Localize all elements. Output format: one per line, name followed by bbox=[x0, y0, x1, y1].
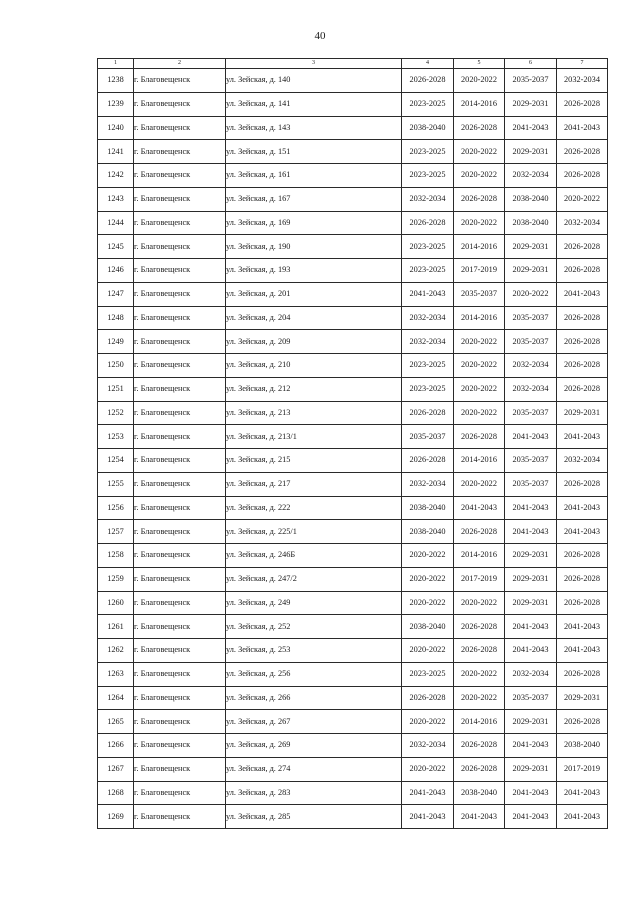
period-cell: 2023-2025 bbox=[402, 377, 454, 401]
period-cell: 2026-2028 bbox=[557, 472, 608, 496]
city-cell: г. Благовещенск bbox=[134, 377, 226, 401]
period-cell: 2032-2034 bbox=[402, 187, 454, 211]
city-cell: г. Благовещенск bbox=[134, 639, 226, 663]
row-number-cell: 1266 bbox=[98, 734, 134, 758]
row-number-cell: 1259 bbox=[98, 567, 134, 591]
period-cell: 2038-2040 bbox=[402, 496, 454, 520]
address-cell: ул. Зейская, д. 213 bbox=[226, 401, 402, 425]
address-cell: ул. Зейская, д. 143 bbox=[226, 116, 402, 140]
row-number-cell: 1252 bbox=[98, 401, 134, 425]
table-row bbox=[98, 401, 608, 425]
address-cell: ул. Зейская, д. 267 bbox=[226, 710, 402, 734]
period-cell: 2026-2028 bbox=[454, 116, 505, 140]
address-cell: ул. Зейская, д. 252 bbox=[226, 615, 402, 639]
page-number: 40 bbox=[314, 30, 326, 42]
period-cell: 2020-2022 bbox=[454, 330, 505, 354]
period-cell: 2020-2022 bbox=[402, 639, 454, 663]
period-cell: 2023-2025 bbox=[402, 235, 454, 259]
period-cell: 2041-2043 bbox=[557, 496, 608, 520]
table-row bbox=[98, 449, 608, 473]
table-row bbox=[98, 306, 608, 330]
housing-register-table bbox=[97, 58, 608, 829]
row-number-cell: 1240 bbox=[98, 116, 134, 140]
period-cell: 2026-2028 bbox=[557, 591, 608, 615]
period-cell: 2017-2019 bbox=[454, 567, 505, 591]
period-cell: 2026-2028 bbox=[454, 187, 505, 211]
period-cell: 2041-2043 bbox=[557, 781, 608, 805]
city-cell: г. Благовещенск bbox=[134, 662, 226, 686]
period-cell: 2032-2034 bbox=[402, 734, 454, 758]
period-cell: 2041-2043 bbox=[505, 639, 557, 663]
period-cell: 2014-2016 bbox=[454, 306, 505, 330]
address-cell: ул. Зейская, д. 285 bbox=[226, 805, 402, 829]
period-cell: 2041-2043 bbox=[557, 805, 608, 829]
period-cell: 2035-2037 bbox=[505, 401, 557, 425]
period-cell: 2026-2028 bbox=[454, 425, 505, 449]
column-header: 6 bbox=[505, 59, 557, 69]
row-number-cell: 1254 bbox=[98, 449, 134, 473]
period-cell: 2026-2028 bbox=[557, 354, 608, 378]
row-number-cell: 1247 bbox=[98, 282, 134, 306]
period-cell: 2029-2031 bbox=[557, 401, 608, 425]
period-cell: 2026-2028 bbox=[557, 567, 608, 591]
period-cell: 2014-2016 bbox=[454, 235, 505, 259]
period-cell: 2020-2022 bbox=[454, 472, 505, 496]
period-cell: 2026-2028 bbox=[557, 544, 608, 568]
period-cell: 2020-2022 bbox=[454, 354, 505, 378]
address-cell: ул. Зейская, д. 140 bbox=[226, 69, 402, 93]
period-cell: 2014-2016 bbox=[454, 92, 505, 116]
table-row bbox=[98, 377, 608, 401]
period-cell: 2035-2037 bbox=[505, 306, 557, 330]
period-cell: 2035-2037 bbox=[505, 449, 557, 473]
period-cell: 2035-2037 bbox=[505, 472, 557, 496]
city-cell: г. Благовещенск bbox=[134, 425, 226, 449]
city-cell: г. Благовещенск bbox=[134, 306, 226, 330]
table-row bbox=[98, 639, 608, 663]
period-cell: 2041-2043 bbox=[454, 496, 505, 520]
table-row bbox=[98, 69, 608, 93]
row-number-cell: 1250 bbox=[98, 354, 134, 378]
period-cell: 2026-2028 bbox=[557, 235, 608, 259]
period-cell: 2041-2043 bbox=[557, 639, 608, 663]
address-cell: ул. Зейская, д. 209 bbox=[226, 330, 402, 354]
address-cell: ул. Зейская, д. 247/2 bbox=[226, 567, 402, 591]
table-row bbox=[98, 757, 608, 781]
period-cell: 2026-2028 bbox=[557, 662, 608, 686]
period-cell: 2026-2028 bbox=[402, 449, 454, 473]
period-cell: 2032-2034 bbox=[557, 449, 608, 473]
period-cell: 2041-2043 bbox=[557, 425, 608, 449]
address-cell: ул. Зейская, д. 269 bbox=[226, 734, 402, 758]
city-cell: г. Благовещенск bbox=[134, 69, 226, 93]
row-number-cell: 1248 bbox=[98, 306, 134, 330]
period-cell: 2026-2028 bbox=[402, 401, 454, 425]
address-cell: ул. Зейская, д. 190 bbox=[226, 235, 402, 259]
table-row bbox=[98, 330, 608, 354]
period-cell: 2023-2025 bbox=[402, 140, 454, 164]
period-cell: 2035-2037 bbox=[402, 425, 454, 449]
period-cell: 2017-2019 bbox=[557, 757, 608, 781]
period-cell: 2026-2028 bbox=[454, 734, 505, 758]
period-cell: 2029-2031 bbox=[505, 567, 557, 591]
period-cell: 2032-2034 bbox=[402, 472, 454, 496]
city-cell: г. Благовещенск bbox=[134, 734, 226, 758]
period-cell: 2032-2034 bbox=[505, 354, 557, 378]
table-row bbox=[98, 615, 608, 639]
table-row bbox=[98, 662, 608, 686]
period-cell: 2023-2025 bbox=[402, 354, 454, 378]
period-cell: 2020-2022 bbox=[454, 591, 505, 615]
table-row bbox=[98, 472, 608, 496]
period-cell: 2020-2022 bbox=[557, 187, 608, 211]
address-cell: ул. Зейская, д. 274 bbox=[226, 757, 402, 781]
period-cell: 2020-2022 bbox=[454, 686, 505, 710]
city-cell: г. Благовещенск bbox=[134, 330, 226, 354]
period-cell: 2026-2028 bbox=[557, 306, 608, 330]
column-header: 3 bbox=[226, 59, 402, 69]
address-cell: ул. Зейская, д. 217 bbox=[226, 472, 402, 496]
city-cell: г. Благовещенск bbox=[134, 116, 226, 140]
period-cell: 2041-2043 bbox=[505, 520, 557, 544]
city-cell: г. Благовещенск bbox=[134, 449, 226, 473]
address-cell: ул. Зейская, д. 151 bbox=[226, 140, 402, 164]
table-row bbox=[98, 259, 608, 283]
address-cell: ул. Зейская, д. 246Б bbox=[226, 544, 402, 568]
period-cell: 2017-2019 bbox=[454, 259, 505, 283]
period-cell: 2026-2028 bbox=[557, 710, 608, 734]
column-header: 5 bbox=[454, 59, 505, 69]
city-cell: г. Благовещенск bbox=[134, 710, 226, 734]
city-cell: г. Благовещенск bbox=[134, 472, 226, 496]
period-cell: 2023-2025 bbox=[402, 259, 454, 283]
address-cell: ул. Зейская, д. 256 bbox=[226, 662, 402, 686]
period-cell: 2026-2028 bbox=[557, 330, 608, 354]
row-number-cell: 1244 bbox=[98, 211, 134, 235]
period-cell: 2032-2034 bbox=[505, 377, 557, 401]
address-cell: ул. Зейская, д. 249 bbox=[226, 591, 402, 615]
period-cell: 2029-2031 bbox=[505, 92, 557, 116]
period-cell: 2032-2034 bbox=[557, 211, 608, 235]
period-cell: 2035-2037 bbox=[454, 282, 505, 306]
city-cell: г. Благовещенск bbox=[134, 187, 226, 211]
table-row bbox=[98, 211, 608, 235]
period-cell: 2026-2028 bbox=[454, 520, 505, 544]
table-row bbox=[98, 282, 608, 306]
period-cell: 2038-2040 bbox=[402, 615, 454, 639]
row-number-cell: 1263 bbox=[98, 662, 134, 686]
period-cell: 2026-2028 bbox=[557, 140, 608, 164]
table-row bbox=[98, 425, 608, 449]
row-number-cell: 1243 bbox=[98, 187, 134, 211]
row-number-cell: 1257 bbox=[98, 520, 134, 544]
table-row bbox=[98, 354, 608, 378]
address-cell: ул. Зейская, д. 212 bbox=[226, 377, 402, 401]
period-cell: 2014-2016 bbox=[454, 710, 505, 734]
row-number-cell: 1260 bbox=[98, 591, 134, 615]
period-cell: 2041-2043 bbox=[505, 734, 557, 758]
column-header: 4 bbox=[402, 59, 454, 69]
address-cell: ул. Зейская, д. 266 bbox=[226, 686, 402, 710]
address-cell: ул. Зейская, д. 222 bbox=[226, 496, 402, 520]
column-header: 2 bbox=[134, 59, 226, 69]
period-cell: 2020-2022 bbox=[402, 544, 454, 568]
table-row bbox=[98, 520, 608, 544]
table-row bbox=[98, 235, 608, 259]
city-cell: г. Благовещенск bbox=[134, 92, 226, 116]
period-cell: 2020-2022 bbox=[454, 69, 505, 93]
city-cell: г. Благовещенск bbox=[134, 567, 226, 591]
period-cell: 2032-2034 bbox=[402, 330, 454, 354]
address-cell: ул. Зейская, д. 161 bbox=[226, 164, 402, 188]
period-cell: 2020-2022 bbox=[402, 591, 454, 615]
city-cell: г. Благовещенск bbox=[134, 781, 226, 805]
city-cell: г. Благовещенск bbox=[134, 757, 226, 781]
row-number-cell: 1268 bbox=[98, 781, 134, 805]
city-cell: г. Благовещенск bbox=[134, 805, 226, 829]
table-row bbox=[98, 567, 608, 591]
period-cell: 2014-2016 bbox=[454, 544, 505, 568]
row-number-cell: 1239 bbox=[98, 92, 134, 116]
city-cell: г. Благовещенск bbox=[134, 496, 226, 520]
period-cell: 2023-2025 bbox=[402, 164, 454, 188]
row-number-cell: 1258 bbox=[98, 544, 134, 568]
period-cell: 2026-2028 bbox=[557, 164, 608, 188]
period-cell: 2041-2043 bbox=[505, 425, 557, 449]
period-cell: 2014-2016 bbox=[454, 449, 505, 473]
table-row bbox=[98, 187, 608, 211]
city-cell: г. Благовещенск bbox=[134, 211, 226, 235]
address-cell: ул. Зейская, д. 253 bbox=[226, 639, 402, 663]
period-cell: 2032-2034 bbox=[402, 306, 454, 330]
period-cell: 2038-2040 bbox=[454, 781, 505, 805]
period-cell: 2041-2043 bbox=[402, 781, 454, 805]
period-cell: 2041-2043 bbox=[454, 805, 505, 829]
period-cell: 2020-2022 bbox=[454, 211, 505, 235]
period-cell: 2026-2028 bbox=[402, 686, 454, 710]
table-body bbox=[98, 69, 608, 829]
address-cell: ул. Зейская, д. 283 bbox=[226, 781, 402, 805]
period-cell: 2041-2043 bbox=[557, 282, 608, 306]
row-number-cell: 1255 bbox=[98, 472, 134, 496]
table-row bbox=[98, 92, 608, 116]
period-cell: 2032-2034 bbox=[505, 164, 557, 188]
address-cell: ул. Зейская, д. 169 bbox=[226, 211, 402, 235]
period-cell: 2029-2031 bbox=[505, 710, 557, 734]
period-cell: 2041-2043 bbox=[557, 615, 608, 639]
table-row bbox=[98, 544, 608, 568]
period-cell: 2041-2043 bbox=[402, 805, 454, 829]
period-cell: 2026-2028 bbox=[454, 615, 505, 639]
address-cell: ул. Зейская, д. 210 bbox=[226, 354, 402, 378]
period-cell: 2020-2022 bbox=[505, 282, 557, 306]
table-row bbox=[98, 805, 608, 829]
row-number-cell: 1249 bbox=[98, 330, 134, 354]
row-number-cell: 1238 bbox=[98, 69, 134, 93]
period-cell: 2023-2025 bbox=[402, 662, 454, 686]
period-cell: 2029-2031 bbox=[505, 140, 557, 164]
column-header: 7 bbox=[557, 59, 608, 69]
period-cell: 2029-2031 bbox=[505, 235, 557, 259]
period-cell: 2020-2022 bbox=[402, 757, 454, 781]
period-cell: 2020-2022 bbox=[454, 662, 505, 686]
period-cell: 2035-2037 bbox=[505, 69, 557, 93]
period-cell: 2035-2037 bbox=[505, 686, 557, 710]
period-cell: 2023-2025 bbox=[402, 92, 454, 116]
period-cell: 2020-2022 bbox=[402, 710, 454, 734]
period-cell: 2026-2028 bbox=[557, 92, 608, 116]
address-cell: ул. Зейская, д. 201 bbox=[226, 282, 402, 306]
city-cell: г. Благовещенск bbox=[134, 282, 226, 306]
period-cell: 2026-2028 bbox=[402, 69, 454, 93]
table-row bbox=[98, 781, 608, 805]
period-cell: 2041-2043 bbox=[505, 496, 557, 520]
row-number-cell: 1267 bbox=[98, 757, 134, 781]
period-cell: 2020-2022 bbox=[454, 377, 505, 401]
period-cell: 2041-2043 bbox=[505, 116, 557, 140]
row-number-cell: 1256 bbox=[98, 496, 134, 520]
period-cell: 2026-2028 bbox=[402, 211, 454, 235]
row-number-cell: 1262 bbox=[98, 639, 134, 663]
period-cell: 2038-2040 bbox=[557, 734, 608, 758]
period-cell: 2026-2028 bbox=[454, 757, 505, 781]
period-cell: 2038-2040 bbox=[402, 116, 454, 140]
table-row bbox=[98, 686, 608, 710]
row-number-cell: 1253 bbox=[98, 425, 134, 449]
city-cell: г. Благовещенск bbox=[134, 259, 226, 283]
period-cell: 2026-2028 bbox=[454, 639, 505, 663]
row-number-cell: 1264 bbox=[98, 686, 134, 710]
period-cell: 2029-2031 bbox=[505, 591, 557, 615]
period-cell: 2041-2043 bbox=[402, 282, 454, 306]
period-cell: 2041-2043 bbox=[505, 781, 557, 805]
row-number-cell: 1241 bbox=[98, 140, 134, 164]
period-cell: 2035-2037 bbox=[505, 330, 557, 354]
period-cell: 2029-2031 bbox=[505, 544, 557, 568]
period-cell: 2026-2028 bbox=[557, 259, 608, 283]
period-cell: 2041-2043 bbox=[557, 520, 608, 544]
row-number-cell: 1251 bbox=[98, 377, 134, 401]
city-cell: г. Благовещенск bbox=[134, 164, 226, 188]
period-cell: 2038-2040 bbox=[402, 520, 454, 544]
row-number-cell: 1261 bbox=[98, 615, 134, 639]
table-row bbox=[98, 734, 608, 758]
city-cell: г. Благовещенск bbox=[134, 544, 226, 568]
period-cell: 2041-2043 bbox=[557, 116, 608, 140]
row-number-cell: 1246 bbox=[98, 259, 134, 283]
period-cell: 2029-2031 bbox=[505, 757, 557, 781]
address-cell: ул. Зейская, д. 167 bbox=[226, 187, 402, 211]
period-cell: 2026-2028 bbox=[557, 377, 608, 401]
row-number-cell: 1245 bbox=[98, 235, 134, 259]
city-cell: г. Благовещенск bbox=[134, 235, 226, 259]
table-row bbox=[98, 164, 608, 188]
period-cell: 2029-2031 bbox=[505, 259, 557, 283]
row-number-cell: 1242 bbox=[98, 164, 134, 188]
period-cell: 2020-2022 bbox=[454, 164, 505, 188]
period-cell: 2020-2022 bbox=[454, 140, 505, 164]
address-cell: ул. Зейская, д. 215 bbox=[226, 449, 402, 473]
period-cell: 2032-2034 bbox=[557, 69, 608, 93]
table-row bbox=[98, 710, 608, 734]
address-cell: ул. Зейская, д. 141 bbox=[226, 92, 402, 116]
column-header: 1 bbox=[98, 59, 134, 69]
period-cell: 2020-2022 bbox=[402, 567, 454, 591]
address-cell: ул. Зейская, д. 225/1 bbox=[226, 520, 402, 544]
table-row bbox=[98, 116, 608, 140]
column-number-row bbox=[98, 59, 608, 69]
period-cell: 2029-2031 bbox=[557, 686, 608, 710]
period-cell: 2020-2022 bbox=[454, 401, 505, 425]
address-cell: ул. Зейская, д. 213/1 bbox=[226, 425, 402, 449]
table-row bbox=[98, 496, 608, 520]
address-cell: ул. Зейская, д. 204 bbox=[226, 306, 402, 330]
row-number-cell: 1265 bbox=[98, 710, 134, 734]
city-cell: г. Благовещенск bbox=[134, 520, 226, 544]
city-cell: г. Благовещенск bbox=[134, 354, 226, 378]
city-cell: г. Благовещенск bbox=[134, 615, 226, 639]
table-row bbox=[98, 591, 608, 615]
city-cell: г. Благовещенск bbox=[134, 591, 226, 615]
table-row bbox=[98, 140, 608, 164]
city-cell: г. Благовещенск bbox=[134, 401, 226, 425]
period-cell: 2041-2043 bbox=[505, 805, 557, 829]
address-cell: ул. Зейская, д. 193 bbox=[226, 259, 402, 283]
period-cell: 2041-2043 bbox=[505, 615, 557, 639]
row-number-cell: 1269 bbox=[98, 805, 134, 829]
city-cell: г. Благовещенск bbox=[134, 686, 226, 710]
period-cell: 2038-2040 bbox=[505, 211, 557, 235]
city-cell: г. Благовещенск bbox=[134, 140, 226, 164]
period-cell: 2038-2040 bbox=[505, 187, 557, 211]
period-cell: 2032-2034 bbox=[505, 662, 557, 686]
